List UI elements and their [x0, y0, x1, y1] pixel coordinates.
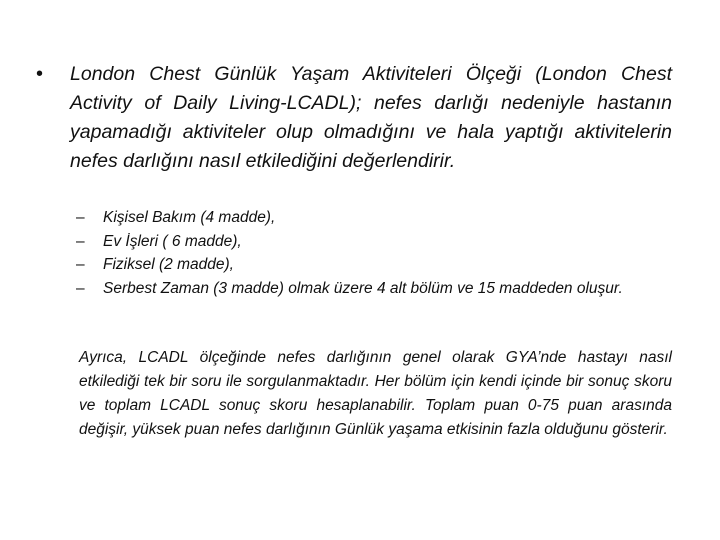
sub-bullet-text: Kişisel Bakım (4 madde), [103, 209, 276, 226]
sub-bullet-item [76, 277, 672, 301]
note-paragraph: Ayrıca, LCADL ölçeğinde nefes darlığının genel olarak GYA’nde hastayı nasıl etkilediği tek bir soru ile sorgulanmaktadır. Her bölüm için kendi içinde bir sonuç skoru ve toplam LCADL sonuç skoru hesaplanabilir. Toplam puan 0-75 puan arasında değişir, yüksek puan nefes darlığının Günlük yaşama etkisinin fazla olduğunu gösterir. [79, 349, 672, 438]
dash-marker: – [76, 256, 85, 273]
sub-bullet-text: Fiziksel (2 madde), [103, 256, 234, 273]
dash-marker: – [76, 279, 85, 297]
sub-bullet-item [76, 253, 672, 277]
dash-marker: – [76, 232, 85, 250]
main-bullet-text: London Chest Günlük Yaşam Aktiviteleri Ölçeği (London Chest Activity of Daily Living-LCADL); nefes darlığı nedeniyle hastanın yapamadığı aktiviteler olup olmadığını ve hala yaptığı aktivitelerin nefes darlığını nasıl etkilediğini değerlendirir. [70, 63, 672, 172]
main-bullet [36, 60, 672, 176]
sub-bullet-text: Ev İşleri ( 6 madde), [103, 232, 242, 250]
sub-bullet-item [76, 206, 672, 230]
sub-bullet-item [76, 230, 672, 254]
bullet-marker: • [36, 63, 44, 85]
sub-bullet-list [76, 206, 672, 300]
sub-bullet-text: Serbest Zaman (3 madde) olmak üzere 4 alt bölüm ve 15 maddeden oluşur. [103, 279, 623, 297]
dash-marker: – [76, 209, 85, 226]
